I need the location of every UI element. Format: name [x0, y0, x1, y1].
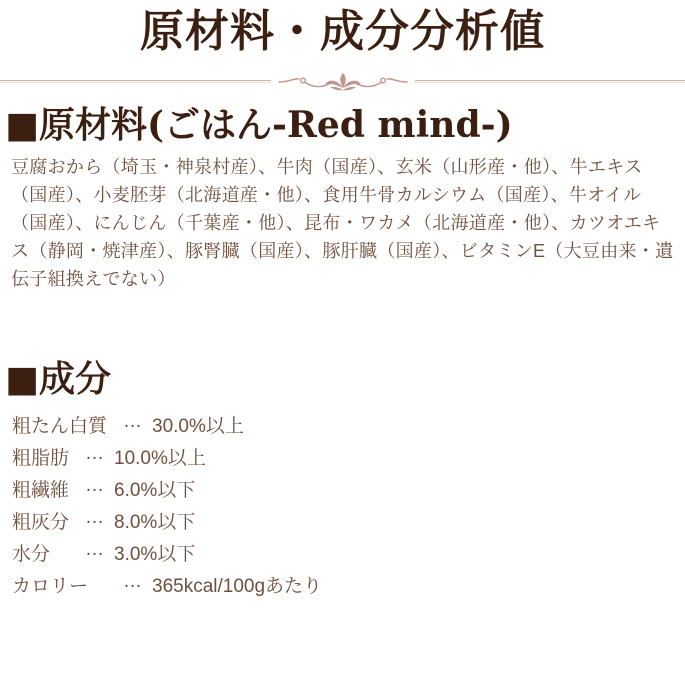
- nutrient-value: 3.0%以下: [114, 543, 196, 565]
- section-divider: [0, 71, 685, 93]
- ingredients-heading-label: 原材料(ごはん-Red mind-): [39, 103, 513, 146]
- composition-row-calories: [12, 571, 685, 597]
- nutrient-value: 8.0%以下: [114, 511, 196, 533]
- flourish-ornament: [277, 71, 409, 93]
- dots-leader: …: [85, 475, 106, 497]
- nutrient-label: 粗脂肪: [12, 447, 70, 469]
- nutrient-value: 10.0%以上: [114, 447, 206, 469]
- nutrient-label: 水分: [12, 543, 51, 565]
- divider-line-left: [0, 80, 271, 83]
- composition-heading-label: 成分: [39, 358, 112, 401]
- ingredients-text: 豆腐おから（埼玉・神泉村産）、牛肉（国産）、玄米（山形産・他）、牛エキス（国産）、小麦胚芽（北海道産・他）、食用牛骨カルシウム（国産）、牛オイル（国産）、にんじん（千葉産・他）、昆布・ワカメ（北海道産・他）、カツオエキス（静岡・焼津産）、豚腎臓（国産）、豚肝臓（国産）、ビタミンE（大豆由来・遺伝子組換えでない）: [11, 157, 674, 290]
- divider-line-right: [415, 80, 685, 83]
- ingredients-heading: [5, 105, 685, 146]
- nutrient-value: 6.0%以下: [114, 479, 196, 501]
- nutrient-label: カロリー: [12, 575, 89, 597]
- composition-list: [12, 411, 685, 597]
- composition-row-fiber: [12, 475, 685, 501]
- composition-row-moisture: [12, 539, 685, 565]
- dots-leader: …: [123, 411, 144, 433]
- dots-leader: …: [123, 571, 144, 593]
- square-bullet-icon: ■: [5, 103, 40, 146]
- square-bullet-icon: ■: [5, 358, 40, 401]
- nutrient-label: 粗繊維: [12, 479, 70, 501]
- nutrient-label: 粗たん白質: [12, 415, 108, 437]
- nutrient-label: 粗灰分: [12, 511, 70, 533]
- nutrient-value: 30.0%以上: [152, 415, 244, 437]
- dots-leader: …: [85, 443, 106, 465]
- composition-row-ash: [12, 507, 685, 533]
- composition-heading: [5, 359, 685, 400]
- composition-row-fat: [12, 443, 685, 469]
- page-title: 原材料・成分分析値: [140, 6, 545, 57]
- nutrient-value: 365kcal/100gあたり: [152, 575, 323, 597]
- dots-leader: …: [85, 507, 106, 529]
- dots-leader: …: [85, 539, 106, 561]
- composition-row-protein: [12, 411, 685, 437]
